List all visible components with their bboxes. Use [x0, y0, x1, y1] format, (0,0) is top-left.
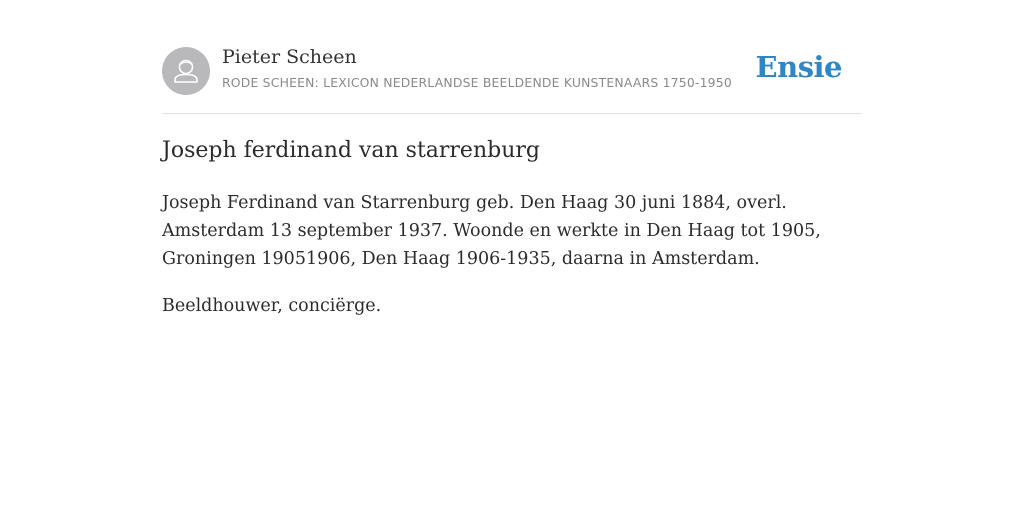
author-avatar[interactable] — [162, 47, 210, 95]
user-icon — [162, 47, 210, 95]
article-body — [162, 189, 862, 339]
author-header — [162, 46, 862, 114]
article-paragraph: Joseph Ferdinand van Starrenburg geb. Den Haag 30 juni 1884, overl. Amsterdam 13 september 1937. Woonde en werkte in Den Haag tot 1905, Groningen 19051906, Den Haag 1906-1935, daarna in Amsterdam. — [162, 193, 821, 269]
article-paragraph: Beeldhouwer, conciërge. — [162, 296, 382, 316]
author-name-link[interactable]: Pieter Scheen — [222, 46, 357, 68]
source-link[interactable]: RODE SCHEEN: LEXICON NEDERLANDSE BEELDENDE KUNSTENAARS 1750-1950 — [222, 75, 732, 90]
article-title: Joseph ferdinand van starrenburg — [162, 138, 540, 163]
ensie-logo[interactable]: Ensie — [755, 50, 842, 84]
